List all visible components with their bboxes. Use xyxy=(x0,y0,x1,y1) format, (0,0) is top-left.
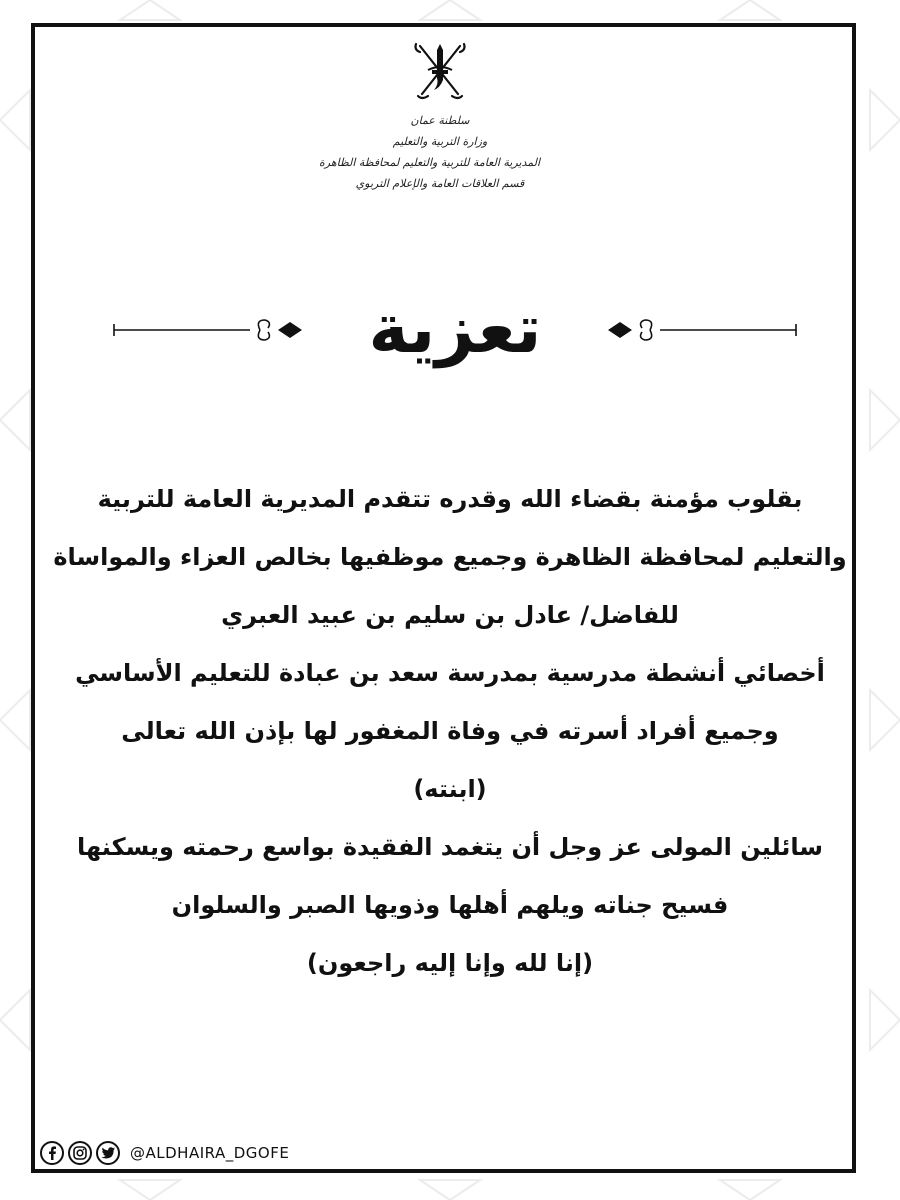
instagram-icon[interactable] xyxy=(68,1141,92,1165)
twitter-icon[interactable] xyxy=(96,1141,120,1165)
letterhead-line-4: قسم العلاقات العامة والإعلام التربوي xyxy=(355,177,525,190)
letterhead-text xyxy=(318,110,540,194)
message-line-6: (ابنته) xyxy=(413,775,487,803)
ornament-right-icon xyxy=(600,310,800,350)
ornament-left-icon xyxy=(110,310,310,350)
message-line-7: سائلين المولى عز وجل أن يتغمد الفقيدة بواسع رحمته ويسكنها xyxy=(76,833,824,861)
page-title: تعزية xyxy=(368,290,542,369)
oman-emblem-icon xyxy=(410,40,470,102)
letterhead-line-1: سلطنة عمان xyxy=(410,114,470,127)
condolence-message xyxy=(40,470,860,992)
letterhead xyxy=(318,40,540,194)
message-line-1: بقلوب مؤمنة بقضاء الله وقدره تتقدم المديرية العامة للتربية xyxy=(97,485,803,513)
message-line-8: فسيح جناته ويلهم أهلها وذويها الصبر والسلوان xyxy=(171,891,729,919)
letterhead-line-2: وزارة التربية والتعليم xyxy=(392,135,488,148)
message-line-9: (إنا لله وإنا إليه راجعون) xyxy=(306,949,594,977)
message-line-5: وجميع أفراد أسرته في وفاة المغفور لها بإذن الله تعالى xyxy=(121,717,779,745)
message-line-4: أخصائي أنشطة مدرسية بمدرسة سعد بن عبادة للتعليم الأساسي xyxy=(75,659,825,687)
social-handle: @ALDHAIRA_DGOFE xyxy=(130,1144,290,1162)
title-row xyxy=(110,280,800,380)
letterhead-line-3: المديرية العامة للتربية والتعليم لمحافظة الظاهرة xyxy=(318,156,540,169)
footer-social xyxy=(40,1138,289,1168)
message-line-2: والتعليم لمحافظة الظاهرة وجميع موظفيها بخالص العزاء والمواساة xyxy=(53,543,847,571)
message-line-3: للفاضل/ عادل بن سليم بن عبيد العبري xyxy=(221,601,679,629)
facebook-icon[interactable] xyxy=(40,1141,64,1165)
